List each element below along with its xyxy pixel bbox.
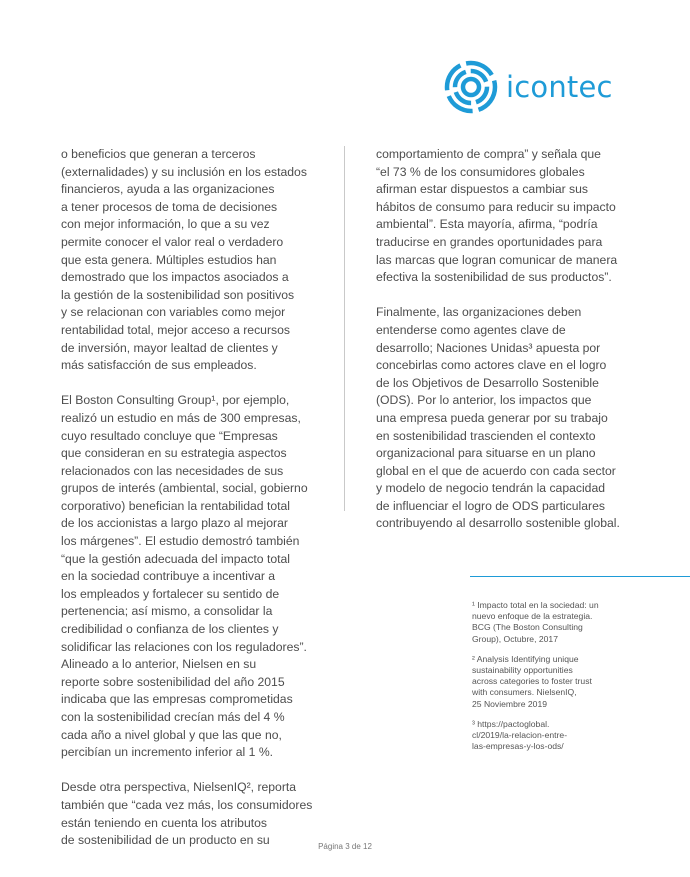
brand-name: icontec xyxy=(506,70,613,104)
column-divider xyxy=(344,146,345,511)
text-line: Group), Octubre, 2017 xyxy=(472,633,558,644)
text-line: corporativo) benefician la rentabilidad total xyxy=(61,498,290,513)
text-line: El Boston Consulting Group¹, por ejemplo, xyxy=(61,393,290,408)
left-column xyxy=(61,146,321,867)
text-line: Desde otra perspectiva, NielsenIQ², reporta xyxy=(61,780,297,795)
text-line: más satisfacción de sus empleados. xyxy=(61,358,257,373)
text-line: realizó un estudio en más de 300 empresas, xyxy=(61,410,301,425)
text-line: relacionados con las necesidades de sus xyxy=(61,463,284,478)
text-line: entenderse como agentes clave de xyxy=(376,322,566,337)
text-line: indicaba que las empresas comprometidas xyxy=(61,692,293,707)
text-line: están teniendo en cuenta los atributos xyxy=(61,815,267,830)
text-line: y se relacionan con variables como mejor xyxy=(61,305,286,320)
text-line: en la sociedad contribuye a incentivar a xyxy=(61,569,276,584)
text-line: demostrado que los impactos asociados a xyxy=(61,270,289,285)
header-logo xyxy=(444,60,613,114)
text-line: ambiental”. Esta mayoría, afirma, “podría xyxy=(376,217,598,232)
text-line: ¹ Impacto total en la sociedad: un xyxy=(472,600,599,610)
text-line: solidificar las relaciones con los reguladores”. xyxy=(61,639,307,654)
text-line: una empresa pueda generar por su trabajo xyxy=(376,410,608,425)
body-paragraph xyxy=(61,392,321,761)
text-line: o beneficios que generan a terceros xyxy=(61,147,256,161)
text-line: que esta genera. Múltiples estudios han xyxy=(61,252,277,267)
text-line: traducirse en grandes oportunidades para xyxy=(376,234,603,249)
text-line: reporte sobre sostenibilidad del año 2015 xyxy=(61,674,285,689)
text-line: a tener procesos de toma de decisiones xyxy=(61,199,278,214)
text-line: (externalidades) y su inclusión en los estados xyxy=(61,164,307,179)
text-line: permite conocer el valor real o verdadero xyxy=(61,234,284,249)
text-line: credibilidad o confianza de los clientes y xyxy=(61,622,279,637)
footnote xyxy=(472,600,672,645)
page-number: Página 3 de 12 xyxy=(318,842,372,851)
body-paragraph xyxy=(61,779,321,849)
text-line: con mejor información, lo que a su vez xyxy=(61,217,270,232)
text-line: hábitos de consumo para reducir su impacto xyxy=(376,199,616,214)
text-line: “que la gestión adecuada del impacto total xyxy=(61,551,291,566)
text-line: desarrollo; Naciones Unidas³ apuesta por xyxy=(376,340,601,355)
text-line: ² Analysis Identifying unique xyxy=(472,653,579,664)
icontec-logo-icon xyxy=(444,60,498,114)
text-line: los márgenes”. El estudio demostró también xyxy=(61,534,300,549)
text-line: y modelo de negocio tendrán la capacidad xyxy=(376,481,606,496)
body-paragraph xyxy=(376,146,636,287)
text-line: nuevo enfoque de la estrategia. xyxy=(472,611,593,622)
text-line: la gestión de la sostenibilidad son positivos xyxy=(61,287,295,302)
footnote xyxy=(472,654,672,710)
text-line: grupos de interés (ambiental, social, gobierno xyxy=(61,481,308,496)
right-column xyxy=(376,146,636,551)
footnote-rule xyxy=(470,576,690,577)
text-line: contribuyendo al desarrollo sostenible global. xyxy=(376,516,620,531)
text-line: concebirlas como actores clave en el logro xyxy=(376,358,607,373)
text-line: pertenencia; así mismo, a consolidar la xyxy=(61,604,273,619)
text-line: organizacional para situarse en un plano xyxy=(376,446,596,461)
text-line: las-empresas-y-los-ods/ xyxy=(472,741,564,752)
text-line: efectiva la sostenibilidad de sus productos”. xyxy=(376,270,612,285)
text-line: también que “cada vez más, los consumidores xyxy=(61,797,313,812)
text-line: cada año a nivel global y que las que no, xyxy=(61,727,282,742)
text-line: cuyo resultado concluye que “Empresas xyxy=(61,428,278,443)
text-line: con la sostenibilidad crecían más del 4 % xyxy=(61,710,285,724)
text-line: que consideran en su estrategia aspectos xyxy=(61,446,287,461)
text-line: de inversión, mayor lealtad de clientes y xyxy=(61,340,278,355)
text-line: de sostenibilidad de un producto en su xyxy=(61,833,270,848)
body-paragraph xyxy=(376,304,636,533)
text-line: with consumers. NielsenIQ, xyxy=(472,687,577,698)
text-line: ³ https://pactoglobal. xyxy=(472,718,550,729)
footnotes xyxy=(472,600,672,761)
text-line: cl/2019/la-relacion-entre- xyxy=(472,730,568,741)
text-line: percibían un incremento inferior al 1 %. xyxy=(61,745,274,760)
text-line: “el 73 % de los consumidores globales xyxy=(376,164,585,179)
text-line: de influenciar el logro de ODS particulares xyxy=(376,498,605,513)
text-line: financieros, ayuda a las organizaciones xyxy=(61,182,275,197)
text-line: Alineado a lo anterior, Nielsen en su xyxy=(61,657,257,672)
text-line: BCG (The Boston Consulting xyxy=(472,622,583,633)
text-line: los empleados y fortalecer su sentido de xyxy=(61,586,280,601)
text-line: 25 Noviembre 2019 xyxy=(472,698,548,709)
text-line: Finalmente, las organizaciones deben xyxy=(376,305,582,320)
body-paragraph xyxy=(61,146,321,375)
text-line: las marcas que logran comunicar de manera xyxy=(376,252,618,267)
text-line: rentabilidad total, mejor acceso a recursos xyxy=(61,322,290,337)
footnote xyxy=(472,719,672,753)
text-line: de los Objetivos de Desarrollo Sostenible xyxy=(376,375,599,390)
text-line: sustainability opportunities xyxy=(472,665,573,676)
text-line: (ODS). Por lo anterior, los impactos que xyxy=(376,393,592,408)
text-line: de los accionistas a largo plazo al mejorar xyxy=(61,516,288,531)
text-line: across categories to foster trust xyxy=(472,676,592,687)
text-line: global en el que de acuerdo con cada sector xyxy=(376,463,616,478)
text-line: comportamiento de compra” y señala que xyxy=(376,147,601,161)
text-line: afirman estar dispuestos a cambiar sus xyxy=(376,182,589,197)
text-line: en sostenibilidad trascienden el contexto xyxy=(376,428,596,443)
